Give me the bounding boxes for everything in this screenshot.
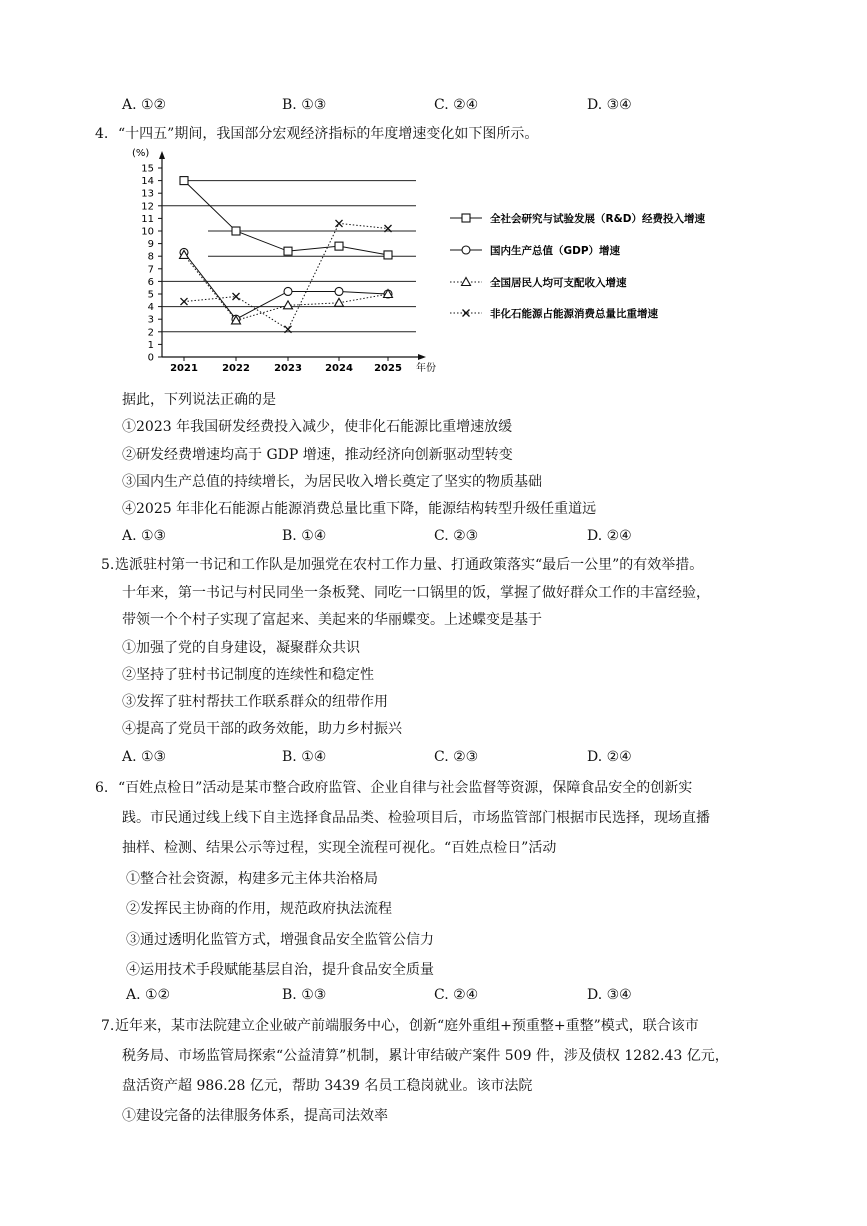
legend-item xyxy=(450,244,621,257)
series-cross xyxy=(181,220,392,333)
legend-label: 全社会研究与试验发展（R&D）经费投入增速 xyxy=(490,213,705,225)
option-a[interactable]: A. ①② xyxy=(126,987,171,1003)
statement-1: ①建设完备的法律服务体系，提高司法效率 xyxy=(122,1108,388,1124)
question-line-3: 盘活资产超 986.28 亿元，帮助 3439 名员工稳岗就业。该市法院 xyxy=(122,1078,533,1094)
chart-series xyxy=(180,177,393,333)
x-axis-arrow xyxy=(418,354,426,360)
question-line-2: 践。市民通过线上线下自主选择食品品类、检验项目后，市场监管部门根据市民选择，现场直播 xyxy=(122,810,710,826)
option-b[interactable]: B. ①④ xyxy=(282,749,327,765)
y-tick-label: 8 xyxy=(147,251,154,263)
series-circle xyxy=(180,248,392,323)
question-line-1: 近年来，某市法院建立企业破产前端服务中心，创新“庭外重组+预重整+重整”模式，联合该市 xyxy=(115,1018,699,1034)
y-tick-label: 0 xyxy=(147,352,154,364)
y-axis-label: (%) xyxy=(132,148,150,159)
q3-options xyxy=(0,95,867,115)
y-tick-label: 9 xyxy=(147,239,154,251)
statement-2: ②坚持了驻村书记制度的连续性和稳定性 xyxy=(122,667,374,683)
x-tick-label: 2023 xyxy=(274,363,302,374)
y-tick-label: 12 xyxy=(141,201,154,213)
y-tick-label: 3 xyxy=(147,314,154,326)
question-number: 5. xyxy=(101,557,115,573)
circle-marker xyxy=(284,287,292,295)
q4-options xyxy=(0,526,867,546)
square-marker xyxy=(462,214,470,222)
triangle-marker xyxy=(335,298,344,306)
x-tick-label: 2025 xyxy=(374,363,402,374)
chart-axes xyxy=(132,148,436,374)
statement-2: ②发挥民主协商的作用，规范政府执法流程 xyxy=(126,901,392,917)
statement-3: ③国内生产总值的持续增长，为居民收入增长奠定了坚实的物质基础 xyxy=(122,474,542,490)
chart-legend xyxy=(450,212,705,320)
question-line-2: 税务局、市场监管局探索“公益清算”机制，累计审结破产案件 509 件，涉及债权 1282.43 亿元， xyxy=(122,1048,729,1064)
statement-3: ③发挥了驻村帮扶工作联系群众的纽带作用 xyxy=(122,694,388,710)
question-line-1: “百姓点检日”活动是某市整合政府监管、企业自律与社会监督等资源，保障食品安全的创新实 xyxy=(118,780,693,796)
y-axis-arrow xyxy=(159,151,165,159)
statement-4: ④2025 年非化石能源占能源消费总量比重下降，能源结构转型升级任重道远 xyxy=(122,501,597,517)
legend-label: 非化石能源占能源消费总量比重增速 xyxy=(490,308,658,320)
question-number: 6. xyxy=(95,780,109,796)
square-marker xyxy=(335,242,343,250)
option-b[interactable]: B. ①③ xyxy=(282,987,327,1003)
option-d[interactable]: D. ②④ xyxy=(587,749,632,765)
statement-1: ①整合社会资源，构建多元主体共治格局 xyxy=(126,871,378,887)
question-lead: 据此，下列说法正确的是 xyxy=(122,392,276,408)
circle-marker xyxy=(335,287,343,295)
triangle-marker xyxy=(462,278,471,286)
line-chart xyxy=(120,145,720,385)
y-tick-label: 1 xyxy=(147,339,154,351)
series-line xyxy=(184,223,388,329)
legend-label: 全国居民人均可支配收入增速 xyxy=(490,277,627,289)
series-line xyxy=(184,181,388,255)
square-marker xyxy=(284,247,292,255)
square-marker xyxy=(180,177,188,185)
option-c[interactable]: C. ②④ xyxy=(434,987,479,1003)
option-b[interactable]: B. ①④ xyxy=(282,528,327,544)
x-axis-label: 年份 xyxy=(416,363,436,374)
y-tick-label: 10 xyxy=(141,226,154,238)
y-tick-label: 7 xyxy=(147,264,154,276)
question-number: 4. xyxy=(95,126,109,142)
statement-2: ②研发经费增速均高于 GDP 增速，推动经济向创新驱动型转变 xyxy=(122,447,513,463)
legend-label: 国内生产总值（GDP）增速 xyxy=(490,245,621,257)
option-b[interactable]: B. ①③ xyxy=(282,97,327,113)
legend-item xyxy=(450,212,705,225)
question-line-3: 抽样、检测、结果公示等过程，实现全流程可视化。“百姓点检日”活动 xyxy=(122,840,557,856)
option-a[interactable]: A. ①③ xyxy=(122,749,167,765)
y-tick-label: 2 xyxy=(147,327,154,339)
statement-3: ③通过透明化监管方式，增强食品安全监管公信力 xyxy=(126,932,434,948)
circle-marker xyxy=(462,246,470,254)
option-a[interactable]: A. ①③ xyxy=(122,528,167,544)
option-d[interactable]: D. ②④ xyxy=(587,528,632,544)
option-a[interactable]: A. ①② xyxy=(122,97,167,113)
question-stem: “十四五”期间，我国部分宏观经济指标的年度增速变化如下图所示。 xyxy=(118,126,539,142)
question-line-3: 带领一个个村子实现了富起来、美起来的华丽蝶变。上述蝶变是基于 xyxy=(122,612,542,628)
y-tick-label: 14 xyxy=(141,176,154,188)
y-tick-label: 15 xyxy=(141,163,154,175)
square-marker xyxy=(384,251,392,259)
y-tick-label: 11 xyxy=(141,213,154,225)
statement-4: ④运用技术手段赋能基层自治，提升食品安全质量 xyxy=(126,962,434,978)
question-line-1: 选派驻村第一书记和工作队是加强党在农村工作力量、打通政策落实“最后一公里”的有效举措。 xyxy=(115,557,704,573)
option-d[interactable]: D. ③④ xyxy=(587,97,632,113)
question-number: 7. xyxy=(101,1018,115,1034)
y-tick-label: 13 xyxy=(141,188,154,200)
legend-item xyxy=(450,307,658,320)
q5-options xyxy=(0,747,867,767)
statement-1: ①2023 年我国研发经费投入减少，使非化石能源比重增速放缓 xyxy=(122,419,513,435)
x-tick-label: 2021 xyxy=(170,363,198,374)
x-tick-label: 2022 xyxy=(222,363,250,374)
option-d[interactable]: D. ③④ xyxy=(587,987,632,1003)
option-c[interactable]: C. ②③ xyxy=(434,749,479,765)
statement-1: ①加强了党的自身建设，凝聚群众共识 xyxy=(122,640,360,656)
legend-item xyxy=(450,276,627,289)
q6-options xyxy=(0,985,867,1005)
question-line-2: 十年来，第一书记与村民同坐一条板凳、同吃一口锅里的饭，掌握了做好群众工作的丰富经验， xyxy=(122,585,710,601)
series-square xyxy=(180,177,392,259)
y-tick-label: 5 xyxy=(147,289,154,301)
option-c[interactable]: C. ②③ xyxy=(434,528,479,544)
y-tick-label: 4 xyxy=(147,302,154,314)
x-tick-label: 2024 xyxy=(325,363,353,374)
y-tick-label: 6 xyxy=(147,276,154,288)
option-c[interactable]: C. ②④ xyxy=(434,97,479,113)
square-marker xyxy=(232,227,240,235)
statement-4: ④提高了党员干部的政务效能，助力乡村振兴 xyxy=(122,721,402,737)
